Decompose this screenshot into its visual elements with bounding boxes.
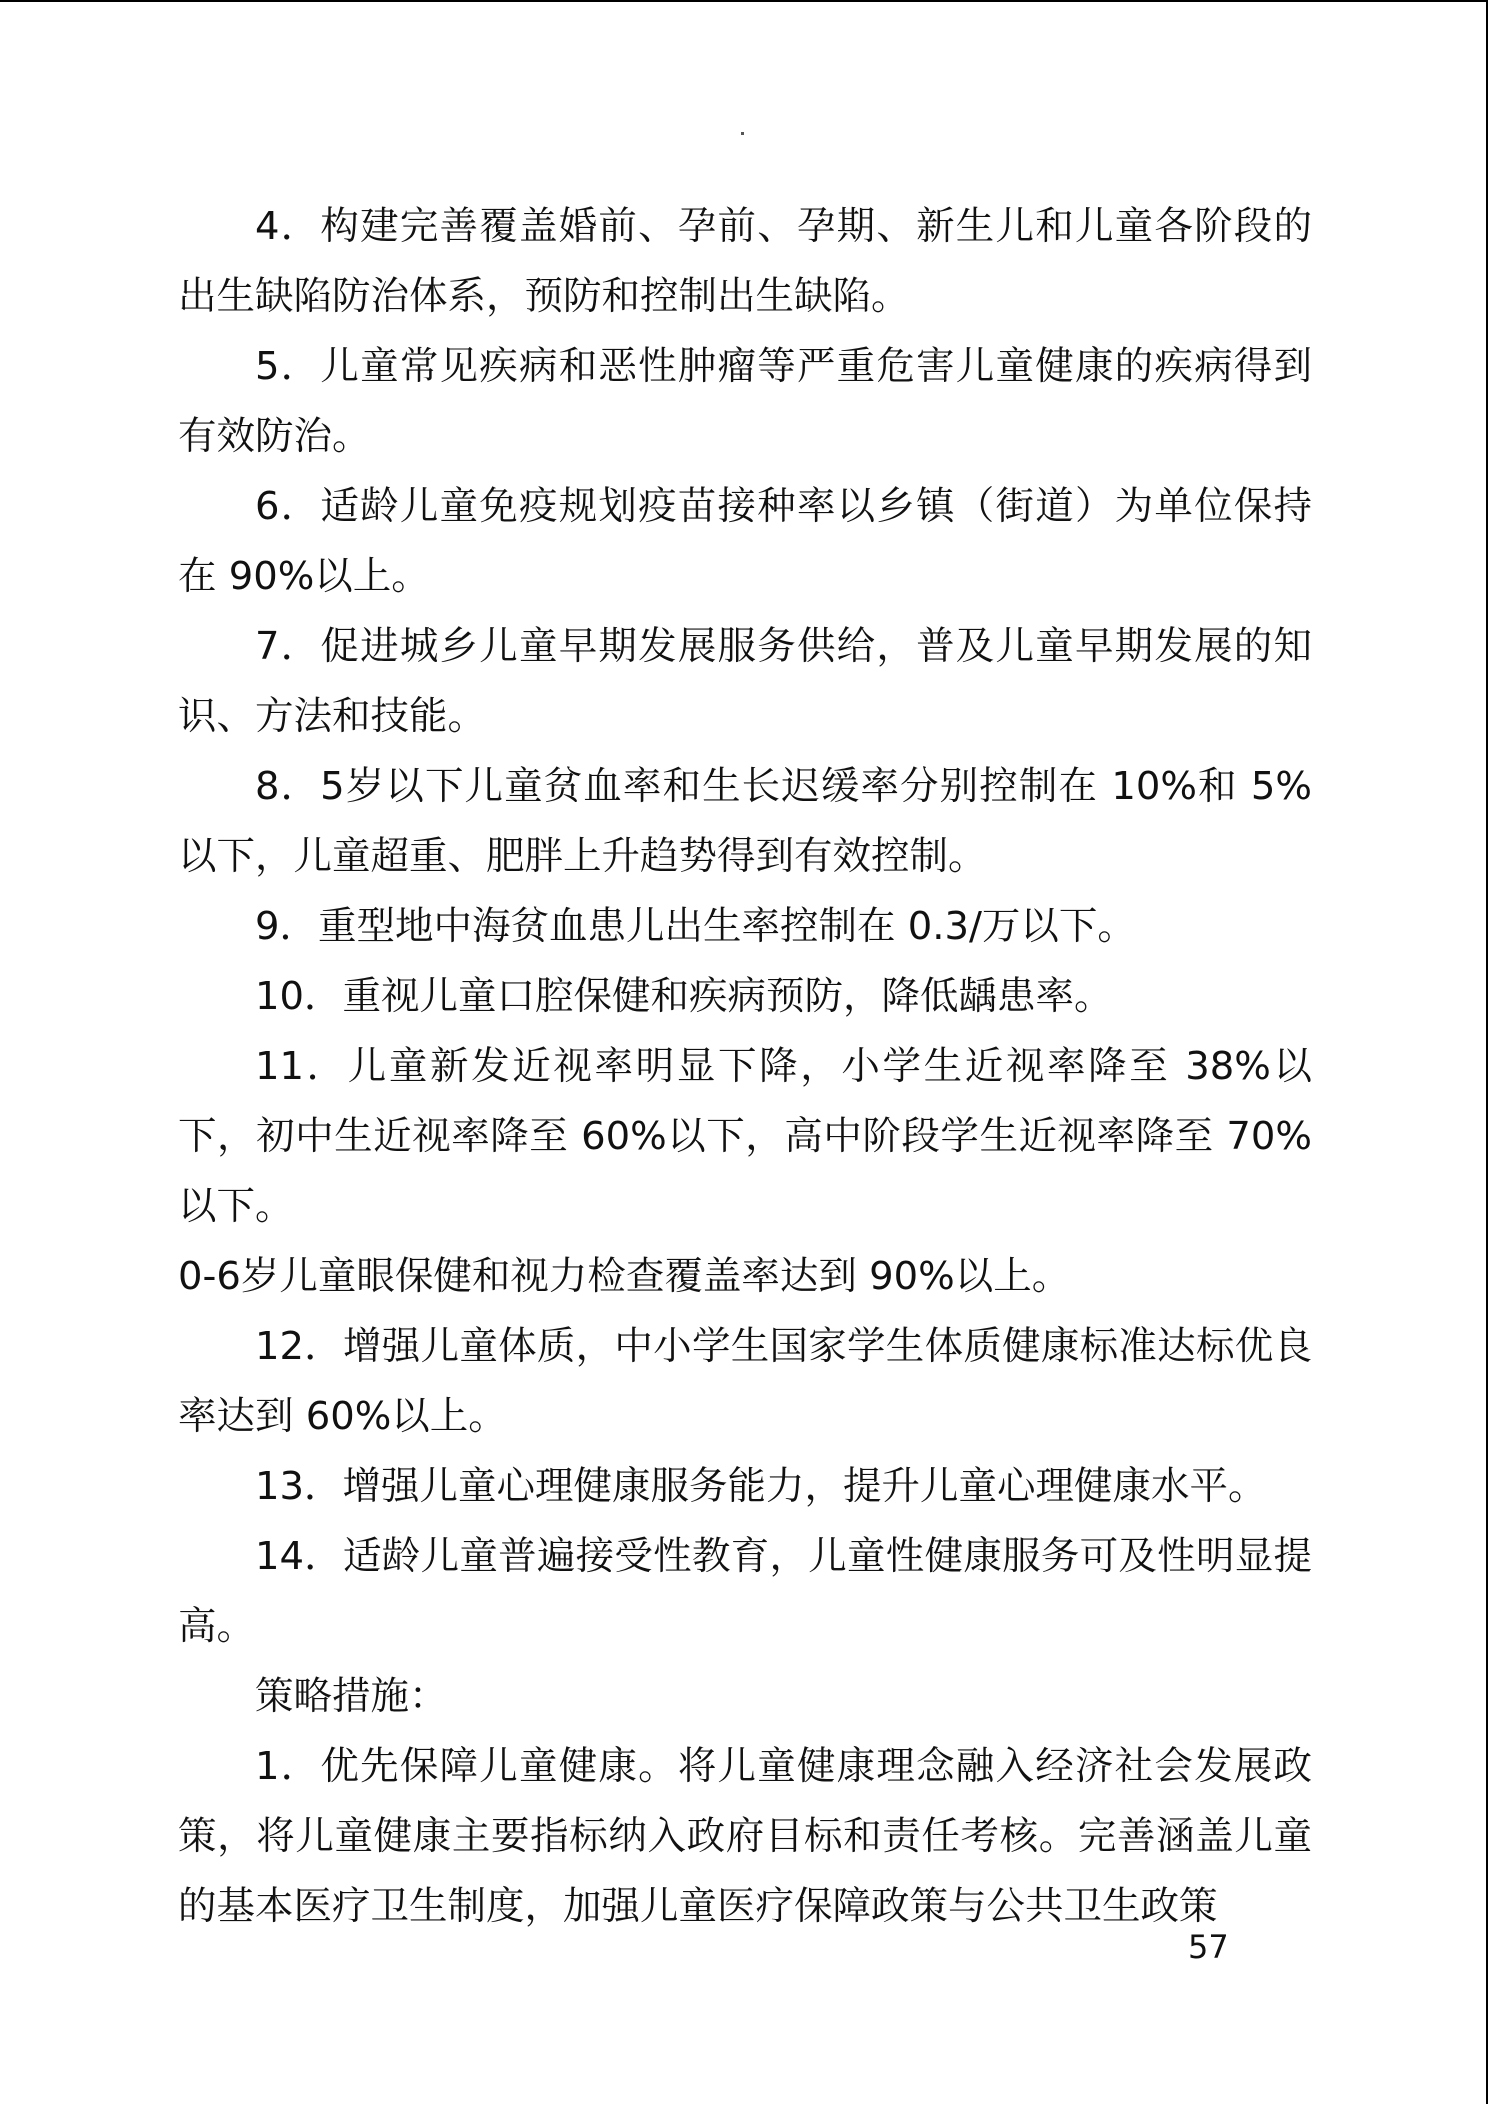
page-number: 57 — [1188, 1928, 1229, 1966]
paragraph-goal-8: 8．5岁以下儿童贫血率和生长迟缓率分别控制在 10%和 5%以下，儿童超重、肥胖上升趋势得到有效控制。 — [178, 764, 1312, 879]
paragraph-goal-11-continued: 0-6岁儿童眼保健和视力检查覆盖率达到 90%以上。 — [178, 1254, 1071, 1299]
paragraph-goal-14: 14．适龄儿童普遍接受性教育，儿童性健康服务可及性明显提高。 — [178, 1534, 1312, 1649]
scan-speck — [741, 132, 744, 135]
paragraph-goal-5: 5．儿童常见疾病和恶性肿瘤等严重危害儿童健康的疾病得到有效防治。 — [178, 344, 1312, 459]
paragraph-goal-6: 6．适龄儿童免疫规划疫苗接种率以乡镇（街道）为单位保持在 90%以上。 — [178, 484, 1312, 599]
body-text — [178, 192, 1312, 1942]
paragraph-goal-9: 9．重型地中海贫血患儿出生率控制在 0.3/万以下。 — [255, 904, 1136, 949]
paragraph-strategy-1: 1．优先保障儿童健康。将儿童健康理念融入经济社会发展政策，将儿童健康主要指标纳入政府目标和责任考核。完善涵盖儿童的基本医疗卫生制度，加强儿童医疗保障政策与公共卫生政策 — [178, 1744, 1312, 1929]
paragraph-goal-4: 4．构建完善覆盖婚前、孕前、孕期、新生儿和儿童各阶段的出生缺陷防治体系，预防和控制出生缺陷。 — [178, 204, 1312, 319]
paragraph-goal-10: 10．重视儿童口腔保健和疾病预防，降低龋患率。 — [255, 974, 1113, 1019]
paragraph-goal-12: 12．增强儿童体质，中小学生国家学生体质健康标准达标优良率达到 60%以上。 — [178, 1324, 1312, 1439]
paragraph-goal-13: 13．增强儿童心理健康服务能力，提升儿童心理健康水平。 — [255, 1464, 1267, 1509]
paragraph-goal-11: 11．儿童新发近视率明显下降，小学生近视率降至 38%以下，初中生近视率降至 60%以下，高中阶段学生近视率降至 70%以下。 — [178, 1044, 1312, 1229]
paragraph-goal-7: 7．促进城乡儿童早期发展服务供给，普及儿童早期发展的知识、方法和技能。 — [178, 624, 1312, 739]
section-heading-strategies: 策略措施： — [255, 1674, 448, 1719]
